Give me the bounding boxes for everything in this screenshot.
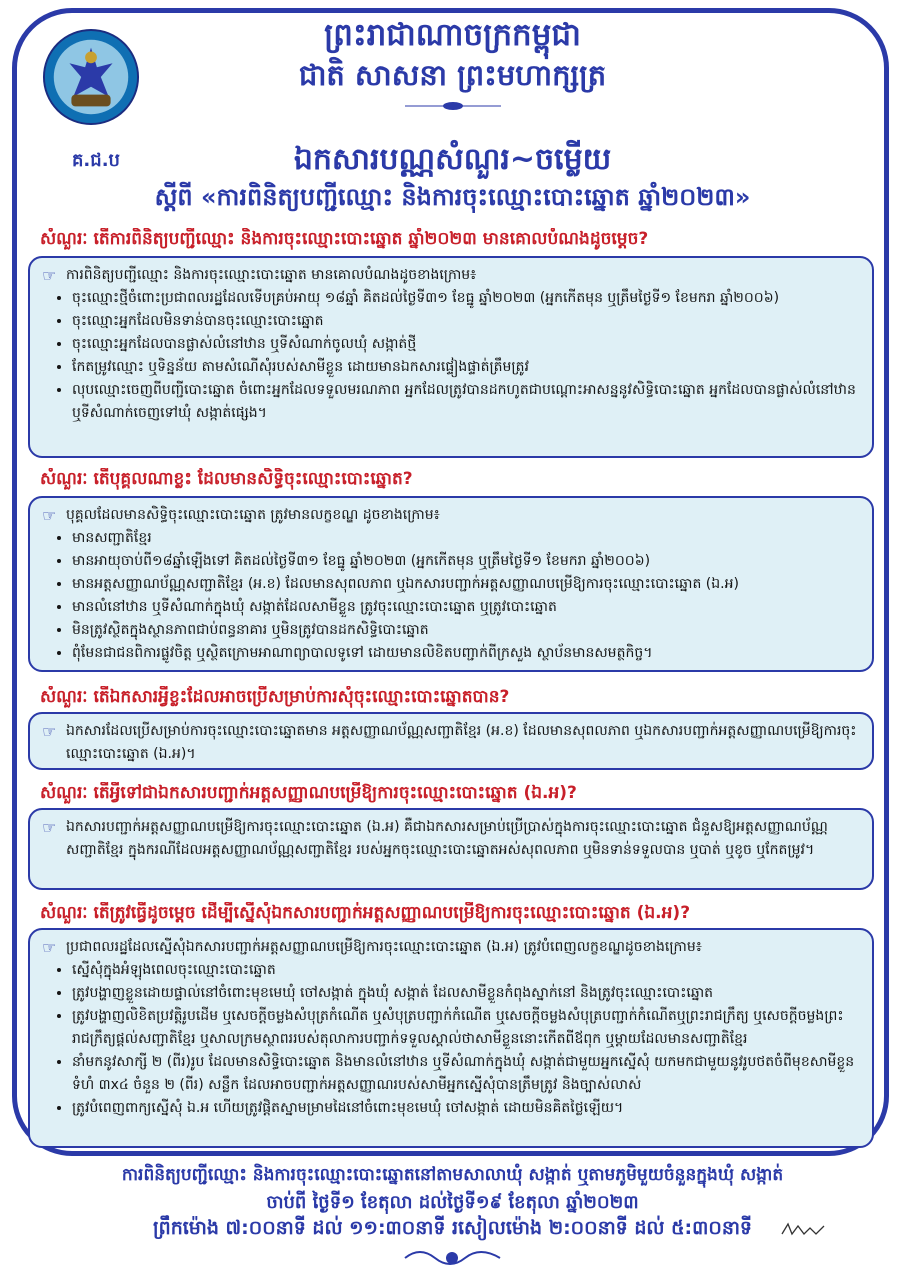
list-item: • នាំមកនូវសាក្សី ២ (ពីរ)រូប ដែលមានសិទ្ធិបោះឆ្នោត និងមានលំនៅឋាន ឬទីសំណាក់ក្នុងឃុំ សង្កាត់ជាមួយអ្នកស្នើសុំ យកមកជាមួយនូវរូបថតចំពីមុខសាមីខ្លួនទំហំ ៣x៤ ចំនួន ២ (ពីរ) សន្លឹក ដែលអាចបញ្ជាក់អត្តសញ្ញាណរបស់សាមីអ្នកស្នើសុំបានត្រឹមត្រូវ និងច្បាស់លាស់: [72, 1051, 860, 1097]
answer-box-4: [28, 808, 874, 890]
pointing-hand-icon: ☞: [42, 818, 57, 837]
footer-hours: ព្រឹកម៉ោង ៧:០០នាទី ដល់ ១១:៣០នាទី រសៀលម៉ោង ២:០០នាទី ដល់ ៥:៣០នាទី: [152, 1217, 752, 1239]
question-2: សំណួរៈ តើបុគ្គលណាខ្លះ ដែលមានសិទ្ធិចុះឈ្មោះបោះឆ្នោត?: [40, 469, 413, 489]
answer-lead: ឯកសារបញ្ជាក់អត្តសញ្ញាណបម្រើឱ្យការចុះឈ្មោះបោះឆ្នោត (ឯ.អ) គឺជាឯកសារសម្រាប់ប្រើប្រាស់ក្នុងការចុះឈ្មោះបោះឆ្នោត ជំនួសឱ្យអត្តសញ្ញាណប័ណ្ណសញ្ជាតិខ្មែរ ក្នុងករណីដែលអត្តសញ្ញាណប័ណ្ណសញ្ជាតិខ្មែរ របស់អ្នកចុះឈ្មោះបោះឆ្នោតអស់សុពលភាព ឬមិនទាន់ទទួលបាន ឬបាត់ ឬខូច ឬកែតម្រូវ។: [66, 819, 828, 858]
footer-location: ការពិនិត្យបញ្ជីឈ្មោះ និងការចុះឈ្មោះបោះឆ្នោតនៅតាមសាលាឃុំ សង្កាត់ ឬតាមភូមិមួយចំនួនក្នុងឃុំ សង្កាត់: [121, 1165, 784, 1185]
footer-dates: ចាប់ពី ថ្ងៃទី១ ខែតុលា ដល់ថ្ងៃទី១៩ ខែតុលា ឆ្នាំ២០២៣: [266, 1192, 639, 1213]
list-item: • ពុំមែនជាជនពិការផ្លូវចិត្ត ឬស្ថិតក្រោមអាណាព្យាបាលទូទៅ ដោយមានលិខិតបញ្ជាក់ពីក្រសួង ស្ថាប័នមានសមត្ថកិច្ច។: [72, 642, 860, 665]
answer-box-3: [28, 712, 874, 770]
list-item: • មានអាយុចាប់ពី១៨ឆ្នាំឡើងទៅ គិតដល់ថ្ងៃទី៣១ ខែធ្នូ ឆ្នាំ២០២៣ (អ្នកកើតមុន ឬត្រឹមថ្ងៃទី១ ខែមករា ឆ្នាំ២០០៦): [72, 550, 860, 573]
document-subtitle: ស្ដីពី «ការពិនិត្យបញ្ជីឈ្មោះ និងការចុះឈ្មោះបោះឆ្នោត ឆ្នាំ២០២៣»: [154, 183, 751, 211]
answer-lead: ឯកសារដែលប្រើសម្រាប់ការចុះឈ្មោះបោះឆ្នោតមាន អត្តសញ្ញាណប័ណ្ណសញ្ជាតិខ្មែរ (អ.ខ) ដែលមានសុពលភាព ឬឯកសារបញ្ជាក់អត្តសញ្ញាណបម្រើឱ្យការចុះឈ្មោះបោះឆ្នោត (ឯ.អ)។: [66, 723, 857, 762]
motto: ជាតិ សាសនា ព្រះមហាក្សត្រ: [298, 58, 607, 92]
list-item: • កែតម្រូវឈ្មោះ ឬទិន្នន័យ តាមសំណើសុំរបស់សាមីខ្លួន ដោយមានឯកសារផ្ទៀងផ្ទាត់ត្រឹមត្រូវ: [72, 356, 860, 379]
answer-lead: បុគ្គលដែលមានសិទ្ធិចុះឈ្មោះបោះឆ្នោត ត្រូវមានលក្ខខណ្ឌ ដូចខាងក្រោម៖: [66, 507, 440, 523]
answer-lead: ការពិនិត្យបញ្ជីឈ្មោះ និងការចុះឈ្មោះបោះឆ្នោត មានគោលបំណងដូចខាងក្រោម៖: [66, 267, 477, 283]
list-item: • លុបឈ្មោះចេញពីបញ្ជីបោះឆ្នោត ចំពោះអ្នកដែលទទួលមរណភាព អ្នកដែលត្រូវបានដកហូតជាបណ្ដោះអាសន្ននូវសិទ្ធិបោះឆ្នោត អ្នកដែលបានផ្លាស់លំនៅឋាន ឬទីសំណាក់ចេញទៅឃុំ សង្កាត់ផ្សេង។: [72, 379, 860, 425]
answer-lead: ប្រជាពលរដ្ឋដែលស្នើសុំឯកសារបញ្ជាក់អត្តសញ្ញាណបម្រើឱ្យការចុះឈ្មោះបោះឆ្នោត (ឯ.អ) ត្រូវបំពេញលក្ខខណ្ឌដូចខាងក្រោម៖: [66, 939, 702, 955]
signature-scribble: [780, 1220, 830, 1240]
pointing-hand-icon: ☞: [42, 266, 57, 285]
list-item: • ត្រូវបង្ហាញខ្លួនដោយផ្ទាល់នៅចំពោះមុខមេឃុំ ចៅសង្កាត់ ក្នុងឃុំ សង្កាត់ ដែលសាមីខ្លួនកំពុងស្នាក់នៅ និងត្រូវចុះឈ្មោះបោះឆ្នោត: [72, 982, 860, 1005]
list-item: • ត្រូវបង្ហាញលិខិតប្រវត្តិរូបដើម ឬសេចក្ដីចម្លងសំបុត្រកំណើត ឬសំបុត្របញ្ជាក់កំណើត ឬសេចក្ដីចម្លងសំបុត្របញ្ជាក់កំណើតឬព្រះរាជក្រឹត្យ ឬសេចក្ដីចម្លងព្រះរាជក្រឹត្យផ្ដល់សញ្ជាតិខ្មែរ ឬសាលក្រមស្ថាពររបស់តុលាការបញ្ជាក់ទទួលស្គាល់ថាសាមីខ្លួននោះកើតពីឪពុក ឬម្ដាយដែលមានសញ្ជាតិខ្មែរ: [72, 1005, 860, 1051]
list-item: • ត្រូវបំពេញពាក្យស្នើសុំ ឯ.អ ហើយត្រូវផ្ដិតស្នាមម្រាមដៃនៅចំពោះមុខមេឃុំ ចៅសង្កាត់ ដោយមិនគិតថ្លៃឡើយ។: [72, 1097, 860, 1120]
kingdom-title: ព្រះរាជាណាចក្រកម្ពុជា: [324, 17, 581, 53]
reference-code: គ.ជ.ប: [72, 150, 120, 171]
answer-box-2: [28, 496, 874, 672]
question-3: សំណួរៈ តើឯកសារអ្វីខ្លះដែលអាចប្រើសម្រាប់ការសុំចុះឈ្មោះបោះឆ្នោតបាន?: [40, 687, 510, 707]
divider-ornament: [405, 100, 501, 112]
pointing-hand-icon: ☞: [42, 506, 57, 525]
answer-box-5: [28, 928, 874, 1148]
question-1: សំណួរៈ តើការពិនិត្យបញ្ជីឈ្មោះ និងការចុះឈ្មោះបោះឆ្នោត ឆ្នាំ២០២៣ មានគោលបំណងដូចម្ដេច?: [40, 229, 649, 249]
list-item: • មានលំនៅឋាន ឬទីសំណាក់ក្នុងឃុំ សង្កាត់ដែលសាមីខ្លួន ត្រូវចុះឈ្មោះបោះឆ្នោត ឬត្រូវបោះឆ្នោត: [72, 596, 860, 619]
list-item: • មិនត្រូវស្ថិតក្នុងស្ថានភាពជាប់ពន្ធនាគារ ឬមិនត្រូវបានដកសិទ្ធិបោះឆ្នោត: [72, 619, 860, 642]
document-title: ឯកសារបណ្ណសំណួរ~ចម្លើយ: [293, 142, 612, 177]
list-item: • មានសញ្ជាតិខ្មែរ: [72, 527, 860, 550]
list-item: • មានអត្តសញ្ញាណប័ណ្ណសញ្ជាតិខ្មែរ (អ.ខ) ដែលមានសុពលភាព ឬឯកសារបញ្ជាក់អត្តសញ្ញាណបម្រើឱ្យការចុះឈ្មោះបោះឆ្នោត (ឯ.អ): [72, 573, 860, 596]
list-item: • ចុះឈ្មោះថ្មីចំពោះប្រជាពលរដ្ឋដែលទើបគ្រប់អាយុ ១៨ឆ្នាំ គិតដល់ថ្ងៃទី៣១ ខែធ្នូ ឆ្នាំ២០២៣ (អ្នកកើតមុន ឬត្រឹមថ្ងៃទី១ ខែមករា ឆ្នាំ២០០៦): [72, 287, 860, 310]
answer-box-1: [28, 256, 874, 458]
list-item: • ស្នើសុំក្នុងអំឡុងពេលចុះឈ្មោះបោះឆ្នោត: [72, 959, 860, 982]
pointing-hand-icon: ☞: [42, 938, 57, 957]
list-item: • ចុះឈ្មោះអ្នកដែលបានផ្លាស់លំនៅឋាន ឬទីសំណាក់ចូលឃុំ សង្កាត់ថ្មី: [72, 333, 860, 356]
question-5: សំណួរៈ តើត្រូវធ្វើដូចម្ដេច ដើម្បីស្នើសុំឯកសារបញ្ជាក់អត្តសញ្ញាណបម្រើឱ្យការចុះឈ្មោះបោះឆ្នោត (ឯ.អ)?: [40, 903, 691, 923]
pointing-hand-icon: ☞: [42, 722, 57, 741]
footer-ornament: [400, 1246, 505, 1270]
list-item: • ចុះឈ្មោះអ្នកដែលមិនទាន់បានចុះឈ្មោះបោះឆ្នោត: [72, 310, 860, 333]
question-4: សំណួរៈ តើអ្វីទៅជាឯកសារបញ្ជាក់អត្តសញ្ញាណបម្រើឱ្យការចុះឈ្មោះបោះឆ្នោត (ឯ.អ)?: [40, 783, 577, 803]
